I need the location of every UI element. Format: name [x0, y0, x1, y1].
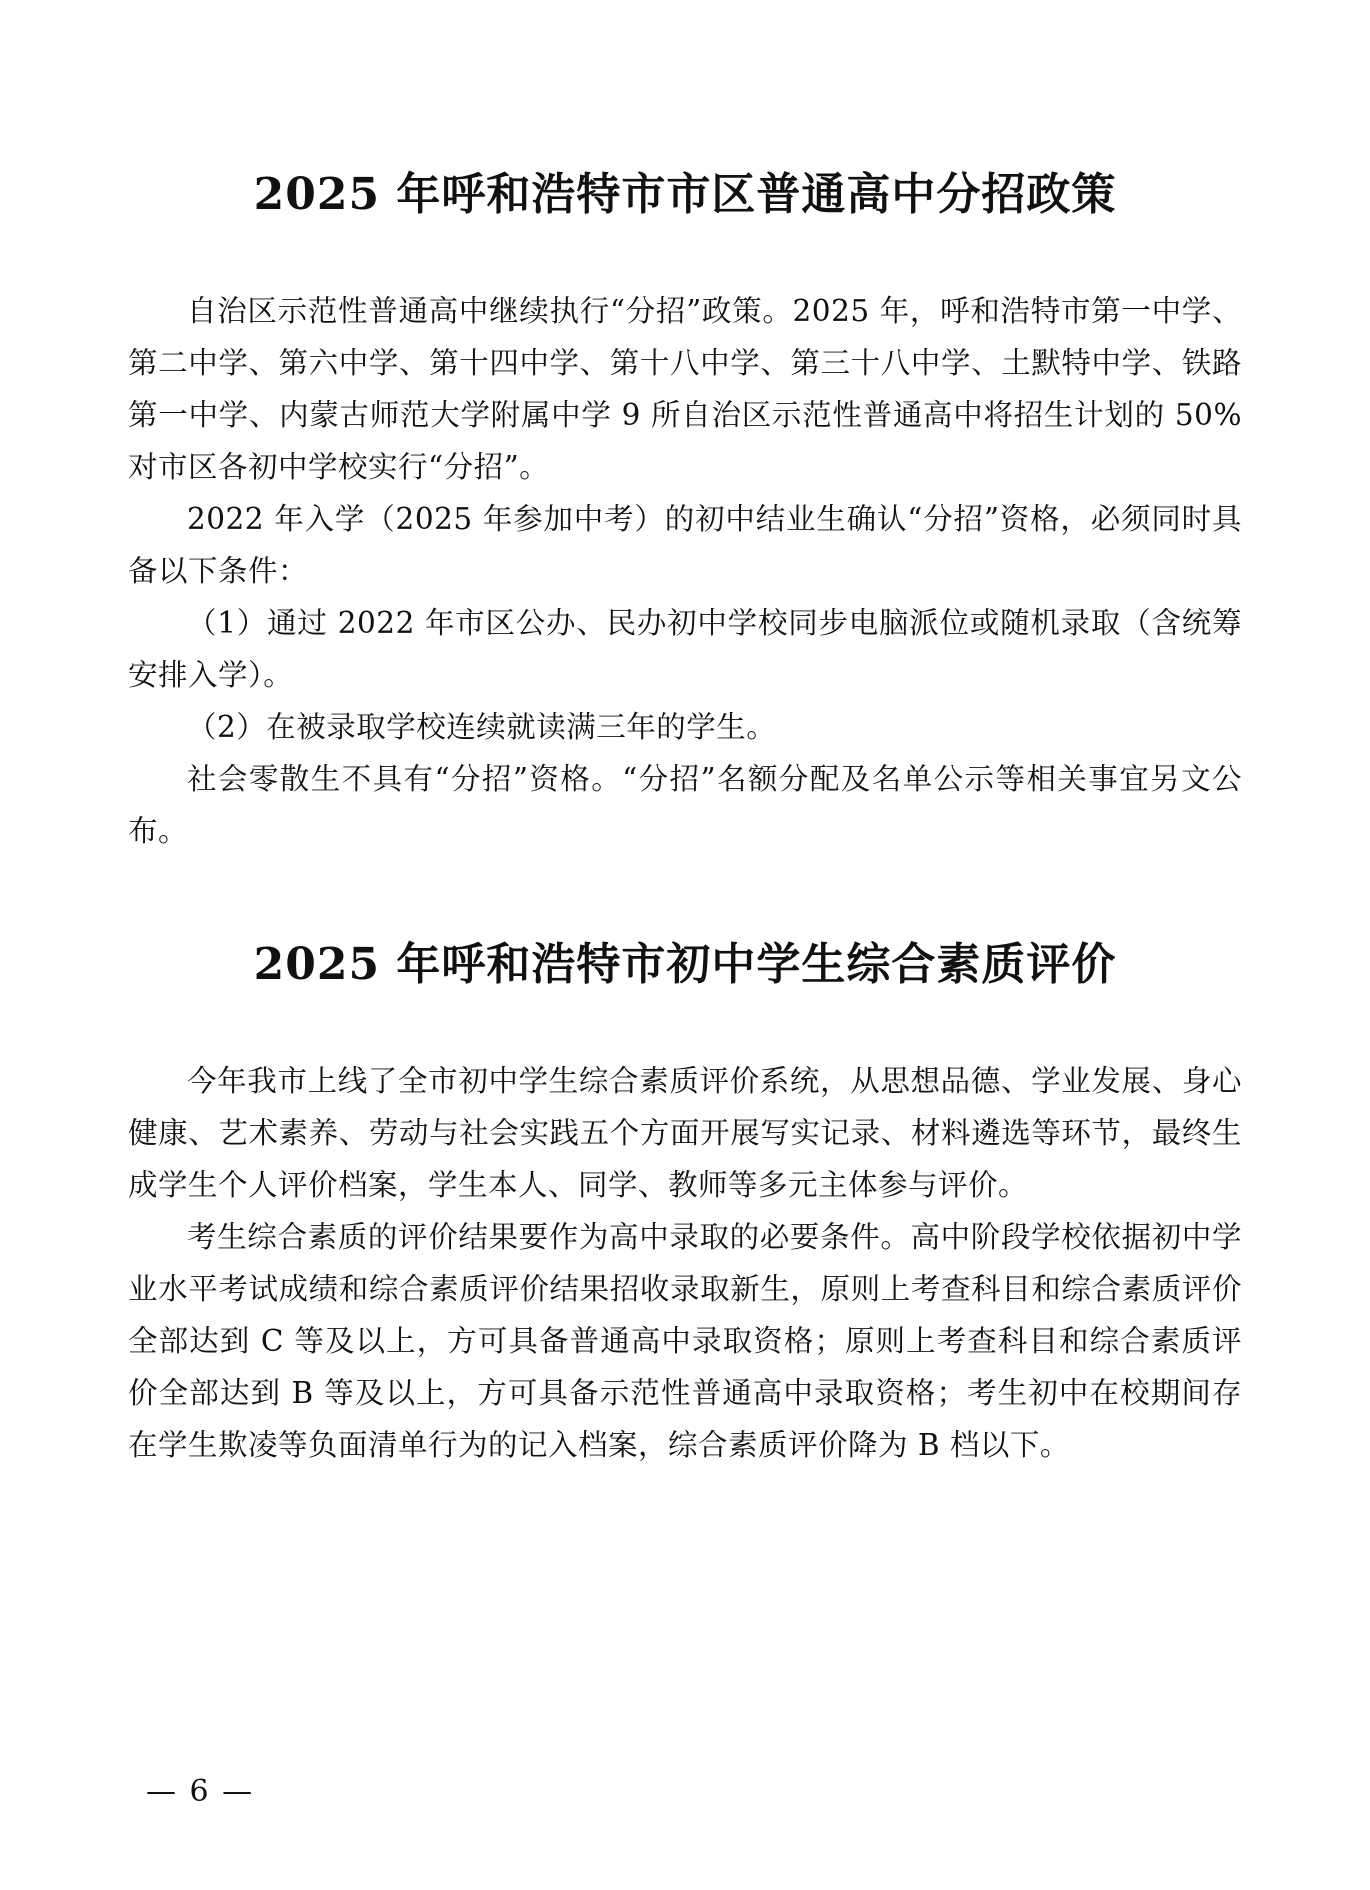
paragraph: 今年我市上线了全市初中学生综合素质评价系统，从思想品德、学业发展、身心健康、艺术素养、劳动与社会实践五个方面开展写实记录、材料遴选等环节，最终生成学生个人评价档案，学生本人、同学、教师等多元主体参与评价。: [128, 1064, 1242, 1202]
paragraph: 考生综合素质的评价结果要作为高中录取的必要条件。高中阶段学校依据初中学业水平考试成绩和综合素质评价结果招收录取新生，原则上考查科目和综合素质评价全部达到 C 等及以上，方可具备普通高中录取资格；原则上考查科目和综合素质评价全部达到 B 等及以上，方可具备示范性普通高中录取资格；考生初中在校期间存在学生欺凌等负面清单行为的记入档案，综合素质评价降为 B 档以下。: [128, 1220, 1242, 1462]
section-admission-policy: [128, 160, 1242, 857]
section-body: [128, 285, 1242, 857]
section-body: [128, 1055, 1242, 1471]
section-comprehensive-evaluation: [128, 930, 1242, 1471]
paragraph: 2022 年入学（2025 年参加中考）的初中结业生确认“分招”资格，必须同时具备以下条件：: [128, 502, 1242, 588]
section-title: 2025 年呼和浩特市市区普通高中分招政策: [253, 169, 1117, 220]
section-title: 2025 年呼和浩特市初中学生综合素质评价: [253, 939, 1117, 990]
paragraph: 自治区示范性普通高中继续执行“分招”政策。2025 年，呼和浩特市第一中学、第二中学、第六中学、第十四中学、第十八中学、第三十八中学、土默特中学、铁路第一中学、内蒙古师范大学附属中学 9 所自治区示范性普通高中将招生计划的 50% 对市区各初中学校实行“分招”。: [128, 294, 1242, 484]
paragraph: （1）通过 2022 年市区公办、民办初中学校同步电脑派位或随机录取（含统筹安排入学）。: [128, 606, 1242, 692]
page-number: — 6 —: [146, 1774, 255, 1809]
paragraph: 社会零散生不具有“分招”资格。“分招”名额分配及名单公示等相关事宜另文公布。: [128, 762, 1242, 848]
paragraph: （2）在被录取学校连续就读满三年的学生。: [187, 710, 777, 744]
